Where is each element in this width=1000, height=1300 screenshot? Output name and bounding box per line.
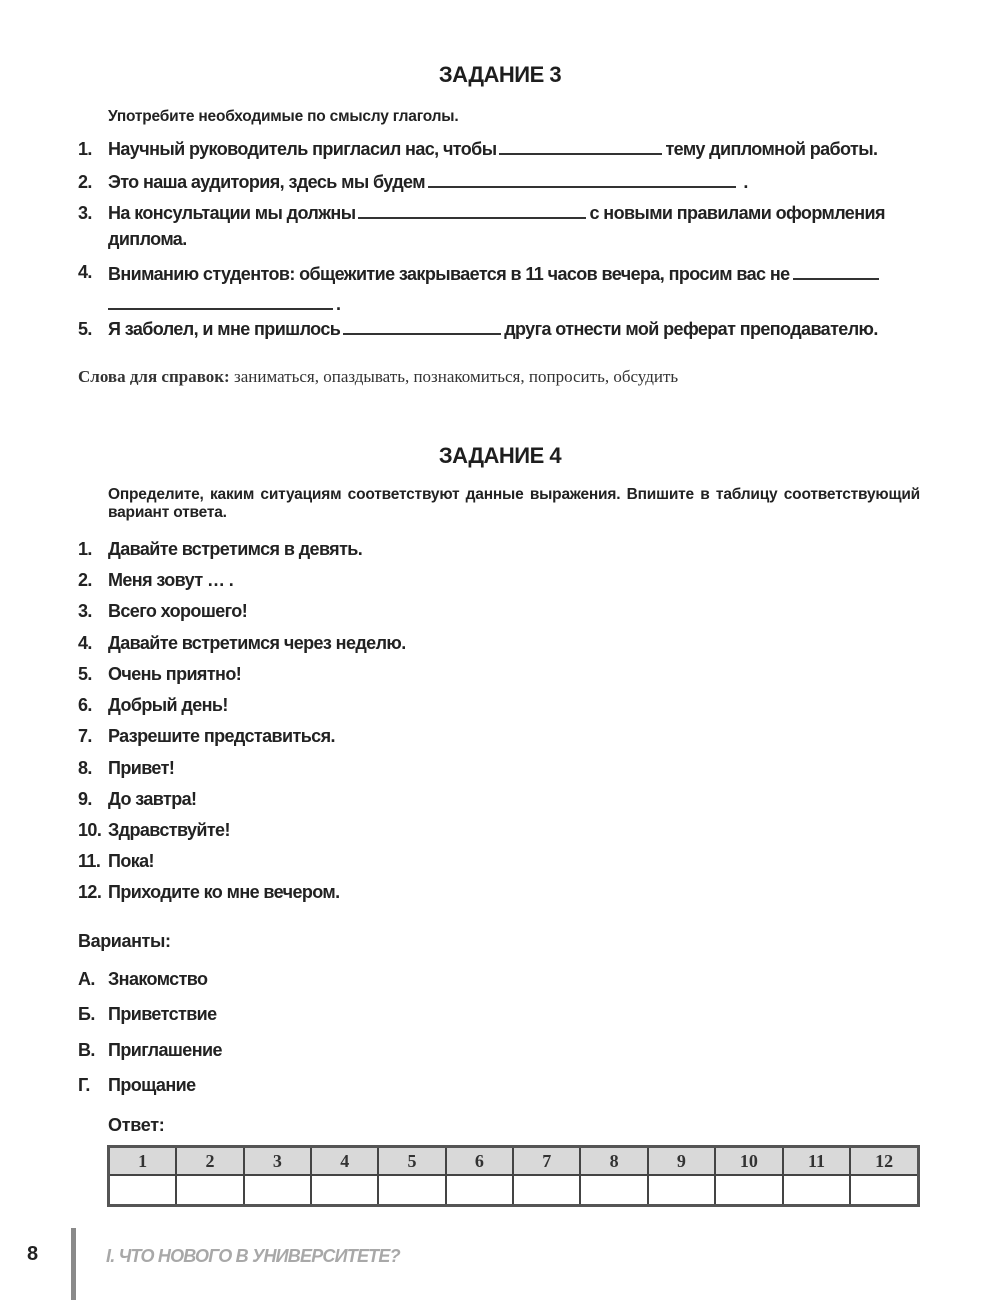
expression-number: 12. [78, 882, 102, 902]
expression-number: 7. [78, 726, 92, 746]
expression-number: 11. [78, 851, 101, 871]
answer-cell[interactable] [446, 1175, 513, 1206]
variant-text: Приглашение [108, 1040, 222, 1060]
expression-number: 3. [78, 601, 92, 621]
item-number: 2. [78, 172, 92, 192]
answer-cell[interactable] [244, 1175, 311, 1206]
item-number: 1. [78, 139, 92, 159]
footer-divider [71, 1228, 76, 1300]
answer-column-header: 2 [176, 1147, 243, 1176]
variant-text: Знакомство [108, 969, 208, 989]
answer-column-header: 4 [311, 1147, 378, 1176]
expression-text: Меня зовут … . [108, 570, 234, 590]
variant-letter: В. [78, 1040, 95, 1060]
variant-text: Прощание [108, 1075, 196, 1095]
answer-column-header: 9 [648, 1147, 715, 1176]
answer-cell[interactable] [378, 1175, 445, 1206]
item-text-after: с новыми правилами оформления диплома. [108, 203, 885, 249]
expression-number: 9. [78, 789, 92, 809]
answer-label: Ответ: [108, 1115, 165, 1135]
answer-column-header: 1 [109, 1147, 177, 1176]
page-number: 8 [27, 1243, 39, 1265]
answer-table [107, 1145, 920, 1207]
answer-column-header: 7 [513, 1147, 580, 1176]
expression-text: Здравствуйте! [108, 820, 230, 840]
item-text-before: Вниманию студентов: общежитие закрывается в 11 часов вечера, просим вас не [108, 264, 790, 284]
item-text-after: тему дипломной работы. [665, 139, 878, 159]
variant-text: Приветствие [108, 1004, 217, 1024]
answer-blank[interactable] [499, 137, 662, 155]
expression-text: Давайте встретимся через неделю. [108, 633, 406, 653]
expression-text: Пока! [108, 851, 154, 871]
answer-blank-continued[interactable] [108, 292, 333, 310]
expression-number: 8. [78, 758, 92, 778]
answer-blank[interactable] [793, 262, 879, 280]
answer-cell[interactable] [513, 1175, 580, 1206]
answer-table-input-row [109, 1175, 919, 1206]
answer-cell[interactable] [850, 1175, 918, 1206]
answer-cell[interactable] [109, 1175, 177, 1206]
expression-number: 2. [78, 570, 92, 590]
item-number: 4. [78, 262, 92, 282]
expression-text: Привет! [108, 758, 175, 778]
expression-text: Всего хорошего! [108, 601, 248, 621]
expression-number: 4. [78, 633, 92, 653]
answer-blank[interactable] [358, 201, 586, 219]
expression-number: 6. [78, 695, 92, 715]
item-text-after: . [336, 294, 341, 314]
reference-words-label: Слова для справок: [78, 367, 230, 386]
variant-letter: Б. [78, 1004, 95, 1024]
answer-column-header: 8 [580, 1147, 647, 1176]
expression-text: Приходите ко мне вечером. [108, 882, 340, 902]
expression-text: Очень приятно! [108, 664, 242, 684]
task4-instruction: Определите, каким ситуациям соответствуют данные выражения. Впишите в таблицу соответствующий вариант ответа. [108, 486, 920, 521]
answer-cell[interactable] [715, 1175, 783, 1206]
item-text-before: На консультации мы должны [108, 203, 356, 223]
answer-cell[interactable] [311, 1175, 378, 1206]
answer-table-header-row [109, 1147, 919, 1176]
expression-text: До завтра! [108, 789, 197, 809]
expression-number: 1. [78, 539, 92, 559]
running-head: I. ЧТО НОВОГО В УНИВЕРСИТЕТЕ? [106, 1246, 400, 1266]
answer-cell[interactable] [176, 1175, 243, 1206]
expression-text: Разрешите представиться. [108, 726, 335, 746]
task3-title: ЗАДАНИЕ 3 [438, 62, 562, 87]
variant-letter: Г. [78, 1075, 90, 1095]
answer-cell[interactable] [783, 1175, 851, 1206]
item-number: 3. [78, 203, 92, 223]
answer-blank[interactable] [428, 170, 736, 188]
answer-column-header: 10 [715, 1147, 783, 1176]
answer-column-header: 5 [378, 1147, 445, 1176]
item-number: 5. [78, 319, 92, 339]
task3-instruction: Употребите необходимые по смыслу глаголы. [108, 108, 459, 125]
answer-cell[interactable] [580, 1175, 647, 1206]
answer-cell[interactable] [648, 1175, 715, 1206]
answer-column-header: 11 [783, 1147, 851, 1176]
answer-blank[interactable] [343, 317, 501, 335]
reference-words [78, 367, 678, 387]
expression-text: Давайте встретимся в девять. [108, 539, 363, 559]
variants-label: Варианты: [78, 931, 171, 951]
item-text-before: Я заболел, и мне пришлось [108, 319, 341, 339]
item-text-after: . [743, 172, 748, 192]
expression-number: 5. [78, 664, 92, 684]
task4-title: ЗАДАНИЕ 4 [438, 443, 562, 468]
answer-column-header: 3 [244, 1147, 311, 1176]
answer-column-header: 6 [446, 1147, 513, 1176]
variant-letter: А. [78, 969, 95, 989]
expression-number: 10. [78, 820, 102, 840]
answer-column-header: 12 [850, 1147, 918, 1176]
reference-words-list: заниматься, опаздывать, познакомиться, попросить, обсудить [233, 367, 679, 386]
item-text-before: Научный руководитель пригласил нас, чтобы [108, 139, 497, 159]
item-text-after: друга отнести мой реферат преподавателю. [504, 319, 878, 339]
expression-text: Добрый день! [108, 695, 228, 715]
item-text-before: Это наша аудитория, здесь мы будем [108, 172, 425, 192]
